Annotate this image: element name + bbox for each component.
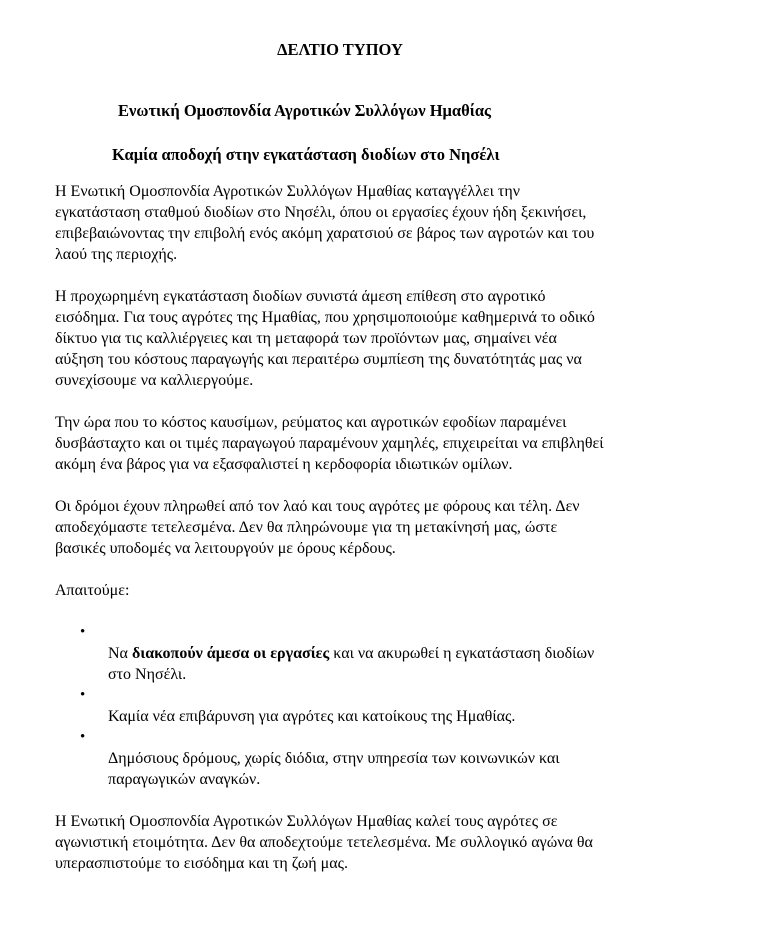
body-text <box>55 181 695 895</box>
bullet-icon: • <box>80 624 86 640</box>
paragraph-1: Η Ενωτική Ομοσπονδία Αγροτικών Συλλόγων Ημαθίας καταγγέλλει την εγκατάσταση σταθμού διοδίων στο Νησέλι, όπου οι εργασίες έχουν ήδη ξεκινήσει, επιβεβαιώνοντας την επιβολή ενός ακόμη χαρατσιού σε βάρος των αγροτών και του λαού της περιοχής. <box>55 183 595 263</box>
demands-list <box>55 622 695 790</box>
demands-label: Απαιτούμε: <box>55 582 130 599</box>
paragraph-4: Οι δρόμοι έχουν πληρωθεί από τον λαό και τους αγρότες με φόρους και τέλη. Δεν αποδεχόμαστε τετελεσμένα. Δεν θα πληρώνουμε για τη μετακίνησή μας, ώστε βασικές υποδομές να λειτουργούν με όρους κέρδους. <box>55 498 580 557</box>
paragraph-2: Η προχωρημένη εγκατάσταση διοδίων συνιστά άμεση επίθεση στο αγροτικό εισόδημα. Για τους αγρότες της Ημαθίας, που χρησιμοποιούμε καθημερινά το οδικό δίκτυο για τις καλλιέργειες και τη μεταφορά των προϊόντων μας, σημαίνει νέα αύξηση του κόστους παραγωγής και περαιτέρω συμπίεση της δυνατότητάς μας να συνεχίσουμε να καλλιεργούμε. <box>55 288 595 389</box>
organization-name: Ενωτική Ομοσπονδία Αγροτικών Συλλόγων Ημαθίας <box>118 101 492 120</box>
demand-item-2 <box>55 685 695 727</box>
demand-2-text: Καμία νέα επιβάρυνση για αγρότες και κατοίκους της Ημαθίας. <box>108 708 516 725</box>
headline: Καμία αποδοχή στην εγκατάσταση διοδίων στο Νησέλι <box>112 145 500 164</box>
bullet-icon: • <box>80 729 86 745</box>
demand-1-rest: και να ακυρωθεί η εγκατάσταση διοδίων στο Νησέλι. <box>108 645 595 683</box>
demand-3-text: Δημόσιους δρόμους, χωρίς διόδια, στην υπηρεσία των κοινωνικών και παραγωγικών αναγκών. <box>108 750 560 788</box>
demand-1-bold: διακοπούν άμεσα οι εργασίες <box>131 645 330 662</box>
document-title: ΔΕΛΤΙΟ ΤΥΠΟΥ <box>277 40 403 59</box>
bullet-icon: • <box>80 687 86 703</box>
demand-1-prefix: Να <box>108 645 132 662</box>
paragraph-3: Την ώρα που το κόστος καυσίμων, ρεύματος και αγροτικών εφοδίων παραμένει δυσβάσταχτο και οι τιμές παραγωγού παραμένουν χαμηλές, επιχειρείται να επιβληθεί ακόμη ένα βάρος για να εξασφαλιστεί η κερδοφορία ιδιωτικών ομίλων. <box>55 414 604 473</box>
demand-item-3 <box>55 727 695 790</box>
demand-item-1 <box>55 622 695 685</box>
closing-paragraph: Η Ενωτική Ομοσπονδία Αγροτικών Συλλόγων Ημαθίας καλεί τους αγρότες σε αγωνιστική ετοιμότητα. Δεν θα αποδεχτούμε τετελεσμένα. Με συλλογικό αγώνα θα υπερασπιστούμε το εισόδημα και τη ζωή μας. <box>55 813 593 872</box>
